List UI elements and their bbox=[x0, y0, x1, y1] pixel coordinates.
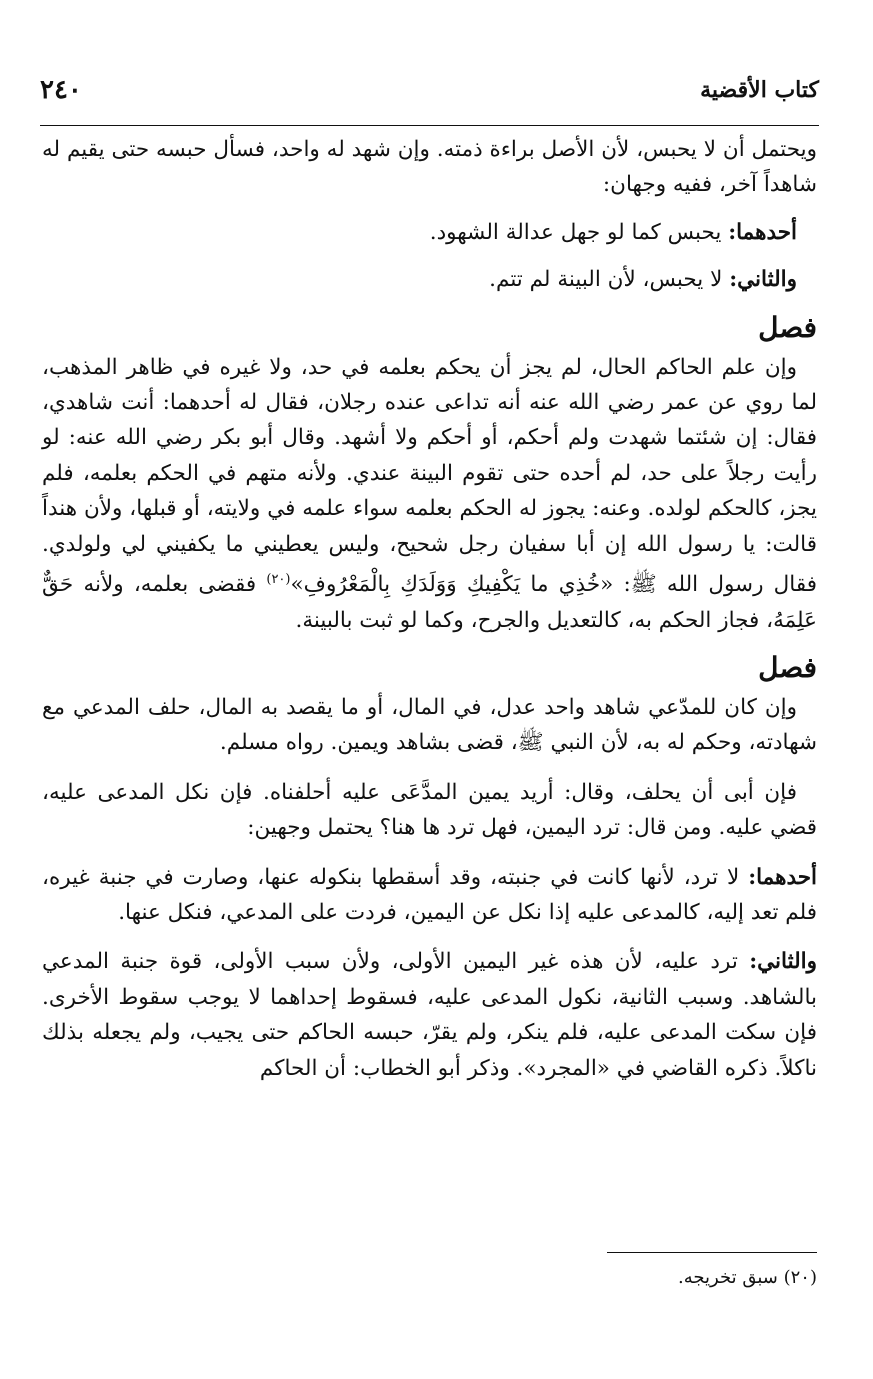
paragraph bbox=[42, 860, 817, 931]
section-heading: فصل bbox=[758, 651, 817, 685]
paragraph bbox=[42, 944, 817, 1086]
footnote-text: سبق تخريجه. bbox=[678, 1267, 778, 1288]
paragraph-text: لا يحبس، لأن البينة لم تتم. bbox=[489, 267, 723, 293]
paragraph-text: فقضى بعلمه، ولأنه حَقٌّ عَلِمَهُ، فجاز الحكم به، كالتعديل والجرح، وكما لو ثبت بالبينة. bbox=[42, 572, 817, 633]
main-text bbox=[42, 132, 817, 1086]
paragraph-lead: أحدهما: bbox=[748, 864, 817, 890]
paragraph: وإن كان للمدّعي شاهد واحد عدل، في المال، أو ما يقصد به المال، حلف المدعي مع شهادته، وحكم له به، لأن النبي ﷺ، قضى بشاهد ويمين. رواه مسلم. bbox=[42, 695, 817, 756]
section-heading: فصل bbox=[758, 310, 817, 344]
page-header bbox=[40, 70, 819, 110]
paragraph-lead: والثاني: bbox=[729, 267, 797, 293]
paragraph-text: وإن علم الحاكم الحال، لم يجز أن يحكم بعلمه في حد، ولا غيره في ظاهر المذهب، لما روي عن عمر رضي الله عنه أنه تداعى عنده رجلان، فقال له أحدهما: أنت شاهدي، فقال: إن شئتما شهدت ولم أحكم، أو أحكم ولا أشهد. وقال أبو بكر رضي الله عنه: لو رأيت رجلاً على حد، لم أحده حتى تقوم البينة عندي. ولأنه متهم في الحكم بعلمه، فلم يجز، كالحكم لولده. وعنه: يجوز له الحكم بعلمه سواء علمه في ولايته، أو قبلها، ولأن هنداً قالت: يا رسول الله إن أبا سفيان رجل شحيح، وليس يعطيني ما يكفيني لي ولولدي. فقال رسول الله ﷺ: «خُذِي ما يَكْفِيكِ وَوَلَدَكِ بِالْمَعْرُوفِ» bbox=[42, 354, 817, 598]
paragraph bbox=[42, 350, 817, 638]
header-divider bbox=[40, 125, 819, 126]
paragraph bbox=[42, 262, 817, 297]
page-number: ٢٤٠ bbox=[40, 75, 82, 105]
paragraph: ويحتمل أن لا يحبس، لأن الأصل براءة ذمته. وإن شهد له واحد، فسأل حبسه حتى يقيم له شاهداً آخر، ففيه وجهان: bbox=[42, 137, 817, 198]
running-title: كتاب الأقضية bbox=[700, 77, 819, 103]
paragraph-text: ترد عليه، لأن هذه غير اليمين الأولى، ولأن سبب الأولى، قوة جنبة المدعي بالشاهد. وسبب الثانية، نكول المدعى عليه، فسقوط إحداهما لا يوجب سقوط الأخرى. فإن سكت المدعى عليه، فلم ينكر، ولم يقرّ، حبسه الحاكم حتى يجيب، ولم يجعله بذلك ناكلاً. ذكره القاضي في «المجرد». وذكر أبو الخطاب: أن الحاكم bbox=[42, 949, 817, 1081]
footnote bbox=[678, 1264, 817, 1292]
footnote-reference: (٢٠) bbox=[266, 572, 291, 588]
paragraph: فإن أبى أن يحلف، وقال: أريد يمين المدَّعَى عليه أحلفناه. فإن نكل المدعى عليه، قضي عليه. ومن قال: ترد اليمين، فهل ترد ها هنا؟ يحتمل وجهين: bbox=[42, 779, 817, 841]
paragraph-text: لا ترد، لأنها كانت في جنبته، وقد أسقطها بنكوله عنها، وصارت في جنبة غيره، فلم تعد إليه، كالمدعى عليه إذا نكل عن اليمين، فردت على المدعي، فنكل عنها. bbox=[42, 864, 817, 926]
footnote-number: (٢٠) bbox=[783, 1267, 817, 1288]
footnote-divider bbox=[607, 1252, 817, 1253]
paragraph-lead: أحدهما: bbox=[728, 219, 797, 245]
paragraph-text: يحبس كما لو جهل عدالة الشهود. bbox=[429, 219, 722, 245]
paragraph bbox=[42, 215, 817, 250]
paragraph-lead: والثاني: bbox=[749, 949, 817, 975]
